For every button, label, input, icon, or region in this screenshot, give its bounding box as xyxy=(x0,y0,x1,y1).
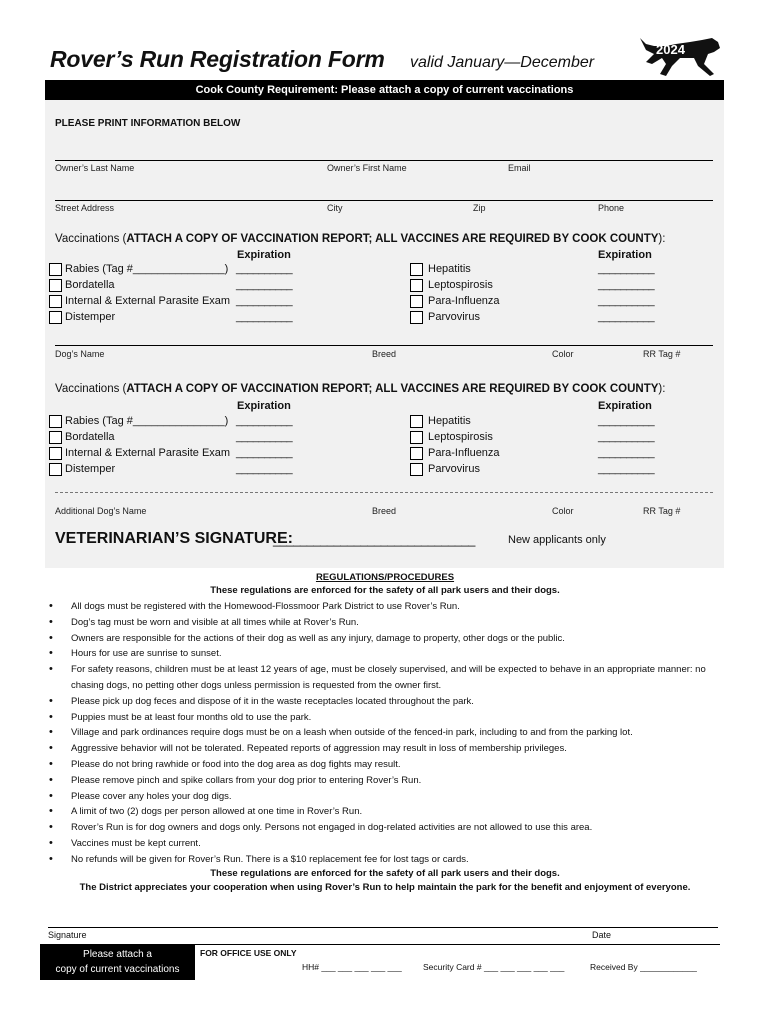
para-influenza-label-2: Para-Influenza xyxy=(428,447,500,459)
distemper-label: Distemper xyxy=(65,311,116,323)
para-influenza-expiration[interactable]: __________ xyxy=(598,295,655,307)
para-influenza-checkbox[interactable] xyxy=(410,295,423,308)
para-influenza-checkbox-2[interactable] xyxy=(410,447,423,460)
leptospirosis-checkbox-2[interactable] xyxy=(410,431,423,444)
rabies-label-2: Rabies (Tag #_______________) xyxy=(65,415,229,427)
rule-item: • Owners are responsible for the actions of their dog as well as any injury, damage to property, other dogs or the public. xyxy=(49,631,729,647)
parvovirus-checkbox-2[interactable] xyxy=(410,463,423,476)
expiration-header-left: Expiration xyxy=(237,249,291,261)
rule-item: • Rover’s Run is for dog owners and dogs only. Persons not engaged in dog-related activities are not allowed to use this area. xyxy=(49,820,729,836)
parvovirus-expiration-2[interactable]: __________ xyxy=(598,463,655,475)
additional-dog-line[interactable] xyxy=(55,492,713,493)
date-label: Date xyxy=(592,930,612,940)
hepatitis-label: Hepatitis xyxy=(428,263,471,275)
vet-signature-label: VETERINARIAN’S SIGNATURE: xyxy=(55,530,293,547)
office-use-title: FOR OFFICE USE ONLY xyxy=(200,948,297,958)
para-influenza-label: Para-Influenza xyxy=(428,295,500,307)
rule-item: • Hours for use are sunrise to sunset. xyxy=(49,646,729,662)
rule-item: • A limit of two (2) dogs per person allowed at one time in Rover’s Run. xyxy=(49,804,729,820)
additional-breed-label: Breed xyxy=(372,506,397,516)
distemper-label-2: Distemper xyxy=(65,463,116,475)
rabies-expiration[interactable]: __________ xyxy=(236,263,293,275)
dog-name-label: Dog’s Name xyxy=(55,349,105,359)
leptospirosis-label: Leptospirosis xyxy=(428,279,493,291)
parvovirus-label-2: Parvovirus xyxy=(428,463,480,475)
security-card-field[interactable]: Security Card # ___ ___ ___ ___ ___ xyxy=(423,962,565,972)
email-label: Email xyxy=(508,163,531,173)
hepatitis-checkbox-2[interactable] xyxy=(410,415,423,428)
vet-signature-field[interactable]: ______________________________ xyxy=(273,532,475,547)
regulations-title: REGULATIONS/PROCEDURES xyxy=(315,572,455,583)
regulations-footer-1: These regulations are enforced for the safety of all park users and their dogs. xyxy=(210,868,560,879)
distemper-expiration-2[interactable]: __________ xyxy=(236,463,293,475)
dog-icon xyxy=(632,34,724,80)
rabies-checkbox-2[interactable] xyxy=(49,415,62,428)
rule-item: • Please cover any holes your dog digs. xyxy=(49,789,729,805)
bordatella-expiration[interactable]: __________ xyxy=(236,279,293,291)
distemper-expiration[interactable]: __________ xyxy=(236,311,293,323)
rule-item: • Dog’s tag must be worn and visible at all times while at Rover’s Run. xyxy=(49,615,729,631)
zip-label: Zip xyxy=(473,203,486,213)
valid-period: valid January—December xyxy=(410,54,595,71)
expiration-header-left-2: Expiration xyxy=(237,400,291,412)
signature-label: Signature xyxy=(48,930,87,940)
form-title: Rover’s Run Registration Form xyxy=(50,46,385,72)
rule-item: • Please remove pinch and spike collars from your dog prior to entering Rover’s Run. xyxy=(49,773,729,789)
color-label: Color xyxy=(552,349,574,359)
bordatella-label-2: Bordatella xyxy=(65,431,115,443)
hepatitis-expiration-2[interactable]: __________ xyxy=(598,415,655,427)
rule-item: • All dogs must be registered with the Homewood-Flossmoor Park District to use Rover’s Run. xyxy=(49,599,729,615)
breed-label: Breed xyxy=(372,349,397,359)
additional-rr-tag-label: RR Tag # xyxy=(643,506,681,516)
attach-vaccinations-box xyxy=(40,944,195,980)
signature-line[interactable] xyxy=(48,927,718,928)
bordatella-checkbox[interactable] xyxy=(49,279,62,292)
hh-number-field[interactable]: HH# ___ ___ ___ ___ ___ xyxy=(302,962,402,972)
leptospirosis-expiration[interactable]: __________ xyxy=(598,279,655,291)
bordatella-label: Bordatella xyxy=(65,279,115,291)
rule-item: • No refunds will be given for Rover’s Run. There is a $10 replacement fee for lost tags or cards. xyxy=(49,852,729,868)
rabies-checkbox[interactable] xyxy=(49,263,62,276)
rule-item: • Vaccines must be kept current. xyxy=(49,836,729,852)
parasite-exam-checkbox[interactable] xyxy=(49,295,62,308)
street-address-label: Street Address xyxy=(55,203,115,213)
rule-item: • Village and park ordinances require dogs must be on a leash when outside of the fenced-in park, including to and from the parking lot. xyxy=(49,725,729,741)
parasite-exam-expiration[interactable]: __________ xyxy=(236,295,293,307)
rabies-label: Rabies (Tag #_______________) xyxy=(65,263,229,275)
dog-line[interactable] xyxy=(55,345,713,346)
phone-label: Phone xyxy=(598,203,625,213)
expiration-header-right-2: Expiration xyxy=(598,400,652,412)
bordatella-checkbox-2[interactable] xyxy=(49,431,62,444)
attach-line-1: Please attach a xyxy=(83,949,152,960)
distemper-checkbox-2[interactable] xyxy=(49,463,62,476)
rule-item: • Puppies must be at least four months old to use the park. xyxy=(49,710,729,726)
distemper-checkbox[interactable] xyxy=(49,311,62,324)
parvovirus-expiration[interactable]: __________ xyxy=(598,311,655,323)
regulations-list xyxy=(49,599,729,868)
address-line[interactable] xyxy=(55,200,713,201)
vaccinations-heading-2: Vaccinations (ATTACH A COPY OF VACCINATION REPORT; ALL VACCINES ARE REQUIRED BY COOK COUNTY): xyxy=(55,383,666,395)
received-by-field[interactable]: Received By ____________ xyxy=(590,962,697,972)
rabies-expiration-2[interactable]: __________ xyxy=(236,415,293,427)
running-dog-logo xyxy=(632,34,724,80)
additional-color-label: Color xyxy=(552,506,574,516)
leptospirosis-checkbox[interactable] xyxy=(410,279,423,292)
rule-item: • Aggressive behavior will not be tolerated. Repeated reports of aggression may result in loss of membership privileges. xyxy=(49,741,729,757)
hepatitis-label-2: Hepatitis xyxy=(428,415,471,427)
expiration-header-right: Expiration xyxy=(598,249,652,261)
print-note: PLEASE PRINT INFORMATION BELOW xyxy=(55,118,241,129)
owner-last-name-label: Owner’s Last Name xyxy=(55,163,135,173)
parasite-exam-checkbox-2[interactable] xyxy=(49,447,62,460)
rr-tag-label: RR Tag # xyxy=(643,349,681,359)
rule-item: • Please do not bring rawhide or food into the dog area as dog fights may result. xyxy=(49,757,729,773)
rule-item: • For safety reasons, children must be at least 12 years of age, must be closely supervised, and will be expected to behave in an appropriate manner: no chasing dogs, no petting other dogs unless permission is requested from the owner first. xyxy=(49,662,729,694)
para-influenza-expiration-2[interactable]: __________ xyxy=(598,447,655,459)
city-label: City xyxy=(327,203,343,213)
hepatitis-expiration[interactable]: __________ xyxy=(598,263,655,275)
bordatella-expiration-2[interactable]: __________ xyxy=(236,431,293,443)
owner-first-name-label: Owner’s First Name xyxy=(327,163,407,173)
attach-line-2: copy of current vaccinations xyxy=(55,964,180,975)
vaccinations-heading-1: Vaccinations (ATTACH A COPY OF VACCINATION REPORT; ALL VACCINES ARE REQUIRED BY COOK COUNTY): xyxy=(55,233,666,245)
parvovirus-label: Parvovirus xyxy=(428,311,480,323)
requirement-banner: Cook County Requirement: Please attach a copy of current vaccinations xyxy=(45,80,724,100)
parasite-exam-expiration-2[interactable]: __________ xyxy=(236,447,293,459)
leptospirosis-expiration-2[interactable]: __________ xyxy=(598,431,655,443)
regulations-subtitle: These regulations are enforced for the safety of all park users and their dogs. xyxy=(210,585,560,596)
rule-item: • Please pick up dog feces and dispose of it in the waste receptacles located throughout the park. xyxy=(49,694,729,710)
parvovirus-checkbox[interactable] xyxy=(410,311,423,324)
leptospirosis-label-2: Leptospirosis xyxy=(428,431,493,443)
new-applicants-note: New applicants only xyxy=(508,534,606,546)
parasite-exam-label-2: Internal & External Parasite Exam xyxy=(65,447,231,459)
hepatitis-checkbox[interactable] xyxy=(410,263,423,276)
year-badge: 2024 xyxy=(656,42,685,57)
regulations-footer-2: The District appreciates your cooperation when using Rover’s Run to help maintain the park for the benefit and enjoyment of everyone. xyxy=(79,882,691,893)
owner-line[interactable] xyxy=(55,160,713,161)
additional-dog-name-label: Additional Dog’s Name xyxy=(55,506,147,516)
parasite-exam-label: Internal & External Parasite Exam xyxy=(65,295,231,307)
